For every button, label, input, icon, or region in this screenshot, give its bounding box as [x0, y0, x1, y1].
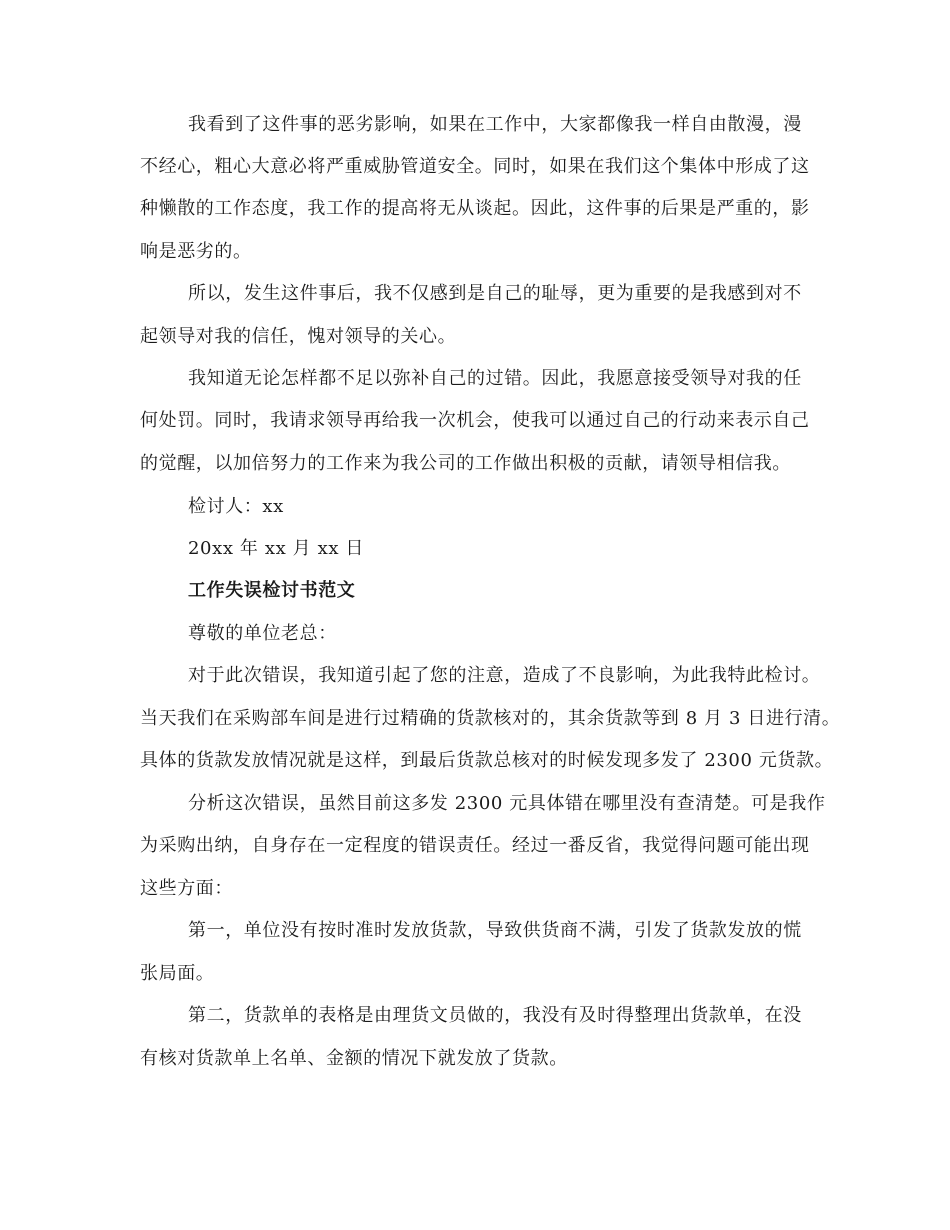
paragraph-line: 具体的货款发放情况就是这样，到最后货款总核对的时候发现多发了 2300 元货款。 [140, 750, 834, 771]
paragraph-line: 当天我们在采购部车间是进行过精确的货款核对的，其余货款等到 8 月 3 日进行清。 [140, 708, 841, 729]
paragraph-line: 何处罚。同时，我请求领导再给我一次机会，使我可以通过自己的行动来表示自己 [140, 410, 810, 431]
paragraph-line: 第二，货款单的表格是由理货文员做的，我没有及时得整理出货款单，在没 [188, 1005, 802, 1026]
paragraph-line: 的觉醒，以加倍努力的工作来为我公司的工作做出积极的贡献，请领导相信我。 [140, 453, 791, 474]
paragraph-line: 种懒散的工作态度，我工作的提高将无从谈起。因此，这件事的后果是严重的，影 [140, 198, 810, 219]
section-heading: 工作失误检讨书范文 [188, 580, 356, 601]
paragraph-line: 张局面。 [140, 963, 215, 984]
paragraph-line: 对于此次错误，我知道引起了您的注意，造成了不良影响，为此我特此检讨。 [188, 665, 821, 686]
paragraph-line: 所以，发生这件事后，我不仅感到是自己的耻辱，更为重要的是我感到对不 [188, 283, 802, 304]
paragraph-line: 有核对货款单上名单、金额的情况下就发放了货款。 [140, 1048, 568, 1069]
paragraph-line: 不经心，粗心大意必将严重威胁管道安全。同时，如果在我们这个集体中形成了这 [140, 156, 810, 177]
signature-line: 检讨人：xx [188, 496, 284, 517]
paragraph-line: 第一，单位没有按时准时发放货款，导致供货商不满，引发了货款发放的慌 [188, 920, 802, 941]
paragraph-line: 分析这次错误，虽然目前这多发 2300 元具体错在哪里没有查清楚。可是我作 [188, 793, 826, 814]
paragraph-line: 为采购出纳，自身存在一定程度的错误责任。经过一番反省，我觉得问题可能出现 [140, 835, 810, 856]
salutation-line: 尊敬的单位老总： [188, 623, 337, 644]
paragraph-line: 起领导对我的信任，愧对领导的关心。 [140, 326, 457, 347]
paragraph-line: 响是恶劣的。 [140, 241, 252, 262]
paragraph-line: 我看到了这件事的恶劣影响，如果在工作中，大家都像我一样自由散漫，漫 [188, 114, 802, 135]
date-line: 20xx 年 xx 月 xx 日 [188, 538, 365, 559]
paragraph-line: 我知道无论怎样都不足以弥补自己的过错。因此，我愿意接受领导对我的任 [188, 368, 802, 389]
paragraph-line: 这些方面： [140, 878, 233, 899]
